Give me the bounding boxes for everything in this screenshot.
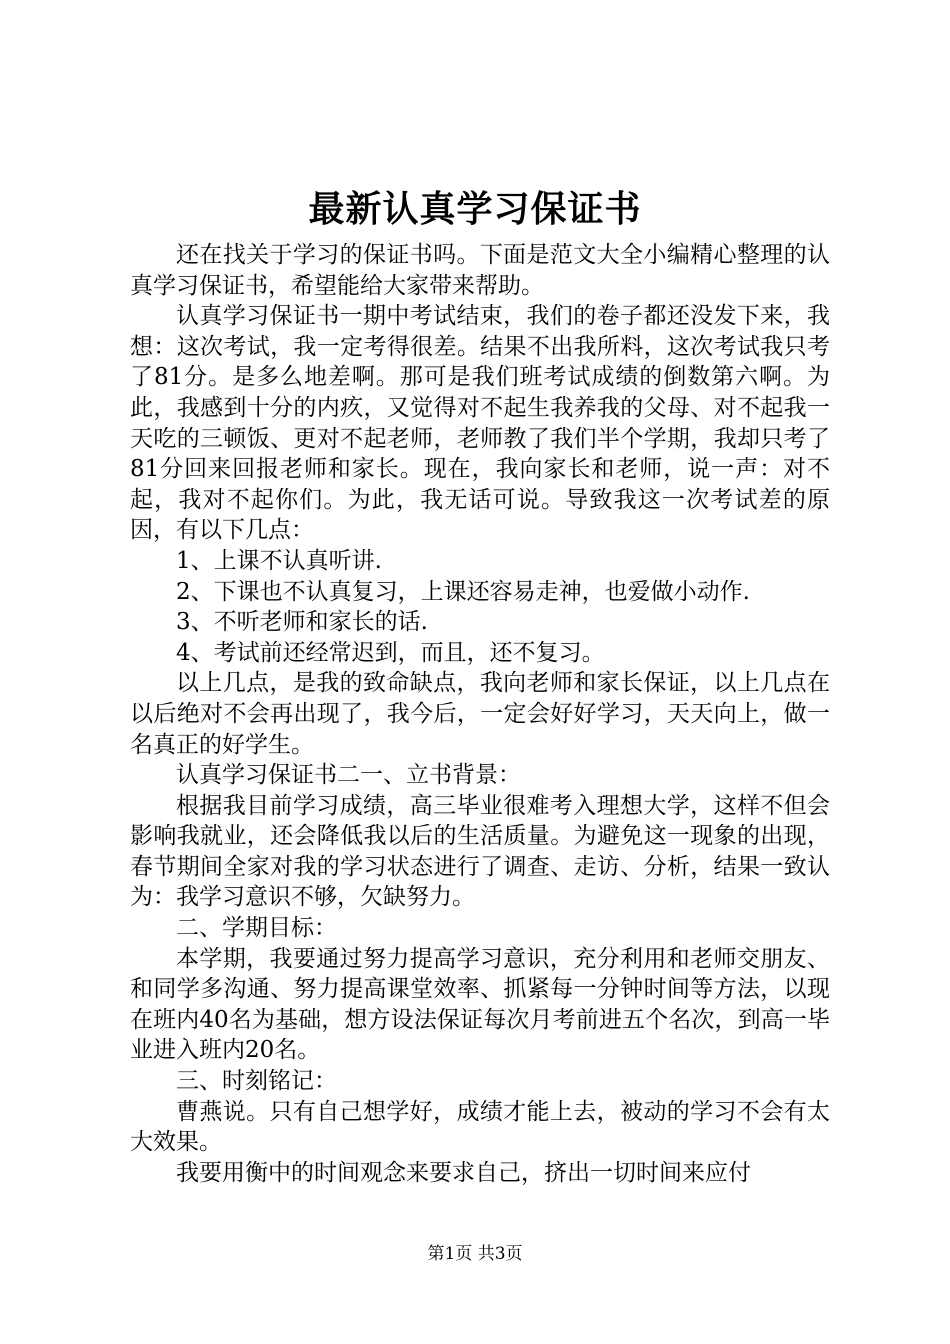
page-indicator: 第1页 共3页 — [427, 1244, 523, 1264]
document-title: 最新认真学习保证书 — [308, 188, 642, 230]
paragraph: 根据我目前学习成绩，高三毕业很难考入理想大学，这样不但会影响我就业，还会降低我以后的生活质量。为避免这一现象的出现，春节期间全家对我的学习状态进行了调查、走访、分析，结果一致认为：我学习意识不够，欠缺努力。 — [130, 792, 830, 911]
list-item: 2、下课也不认真复习，上课还容易走神，也爱做小动作. — [176, 578, 750, 605]
list-item: 4、考试前还经常迟到，而且，还不复习。 — [176, 639, 605, 666]
section-heading: 三、时刻铭记： — [176, 1068, 337, 1095]
paragraph: 本学期，我要通过努力提高学习意识，充分利用和老师交朋友、和同学多沟通、努力提高课堂效率、抓紧每一分钟时间等方法，以现在班内40名为基础，想方设法保证每次月考前进五个名次，到高一毕业进入班内20名。 — [130, 945, 830, 1064]
paragraph: 还在找关于学习的保证书吗。下面是范文大全小编精心整理的认真学习保证书，希望能给大家带来帮助。 — [130, 242, 830, 299]
section-heading: 认真学习保证书二一、立书背景： — [176, 762, 521, 789]
list-item: 3、不听老师和家长的话. — [176, 609, 428, 636]
section-heading: 二、学期目标： — [176, 915, 337, 942]
paragraph: 曹燕说。只有自己想学好，成绩才能上去，被动的学习不会有太大效果。 — [130, 1098, 830, 1156]
paragraph: 我要用衡中的时间观念来要求自己，挤出一切时间来应付 — [176, 1159, 751, 1186]
paragraph: 以上几点，是我的致命缺点，我向老师和家长保证，以上几点在以后绝对不会再出现了，我今后，一定会好好学习，天天向上，做一名真正的好学生。 — [130, 670, 830, 758]
list-item: 1、上课不认真听讲. — [176, 547, 382, 574]
paragraph: 认真学习保证书一期中考试结束，我们的卷子都还没发下来，我想：这次考试，我一定考得很差。结果不出我所料，这次考试我只考了81分。是多么地差啊。那可是我们班考试成绩的倒数第六啊。为此，我感到十分的内疚，又觉得对不起生我养我的父母、对不起我一天吃的三顿饭、更对不起老师，老师教了我们半个学期，我却只考了81分回来回报老师和家长。现在，我向家长和老师，说一声：对不起，我对不起你们。为此，我无话可说。导致我这一次考试差的原因，有以下几点： — [130, 303, 830, 544]
document-body — [130, 240, 830, 1188]
